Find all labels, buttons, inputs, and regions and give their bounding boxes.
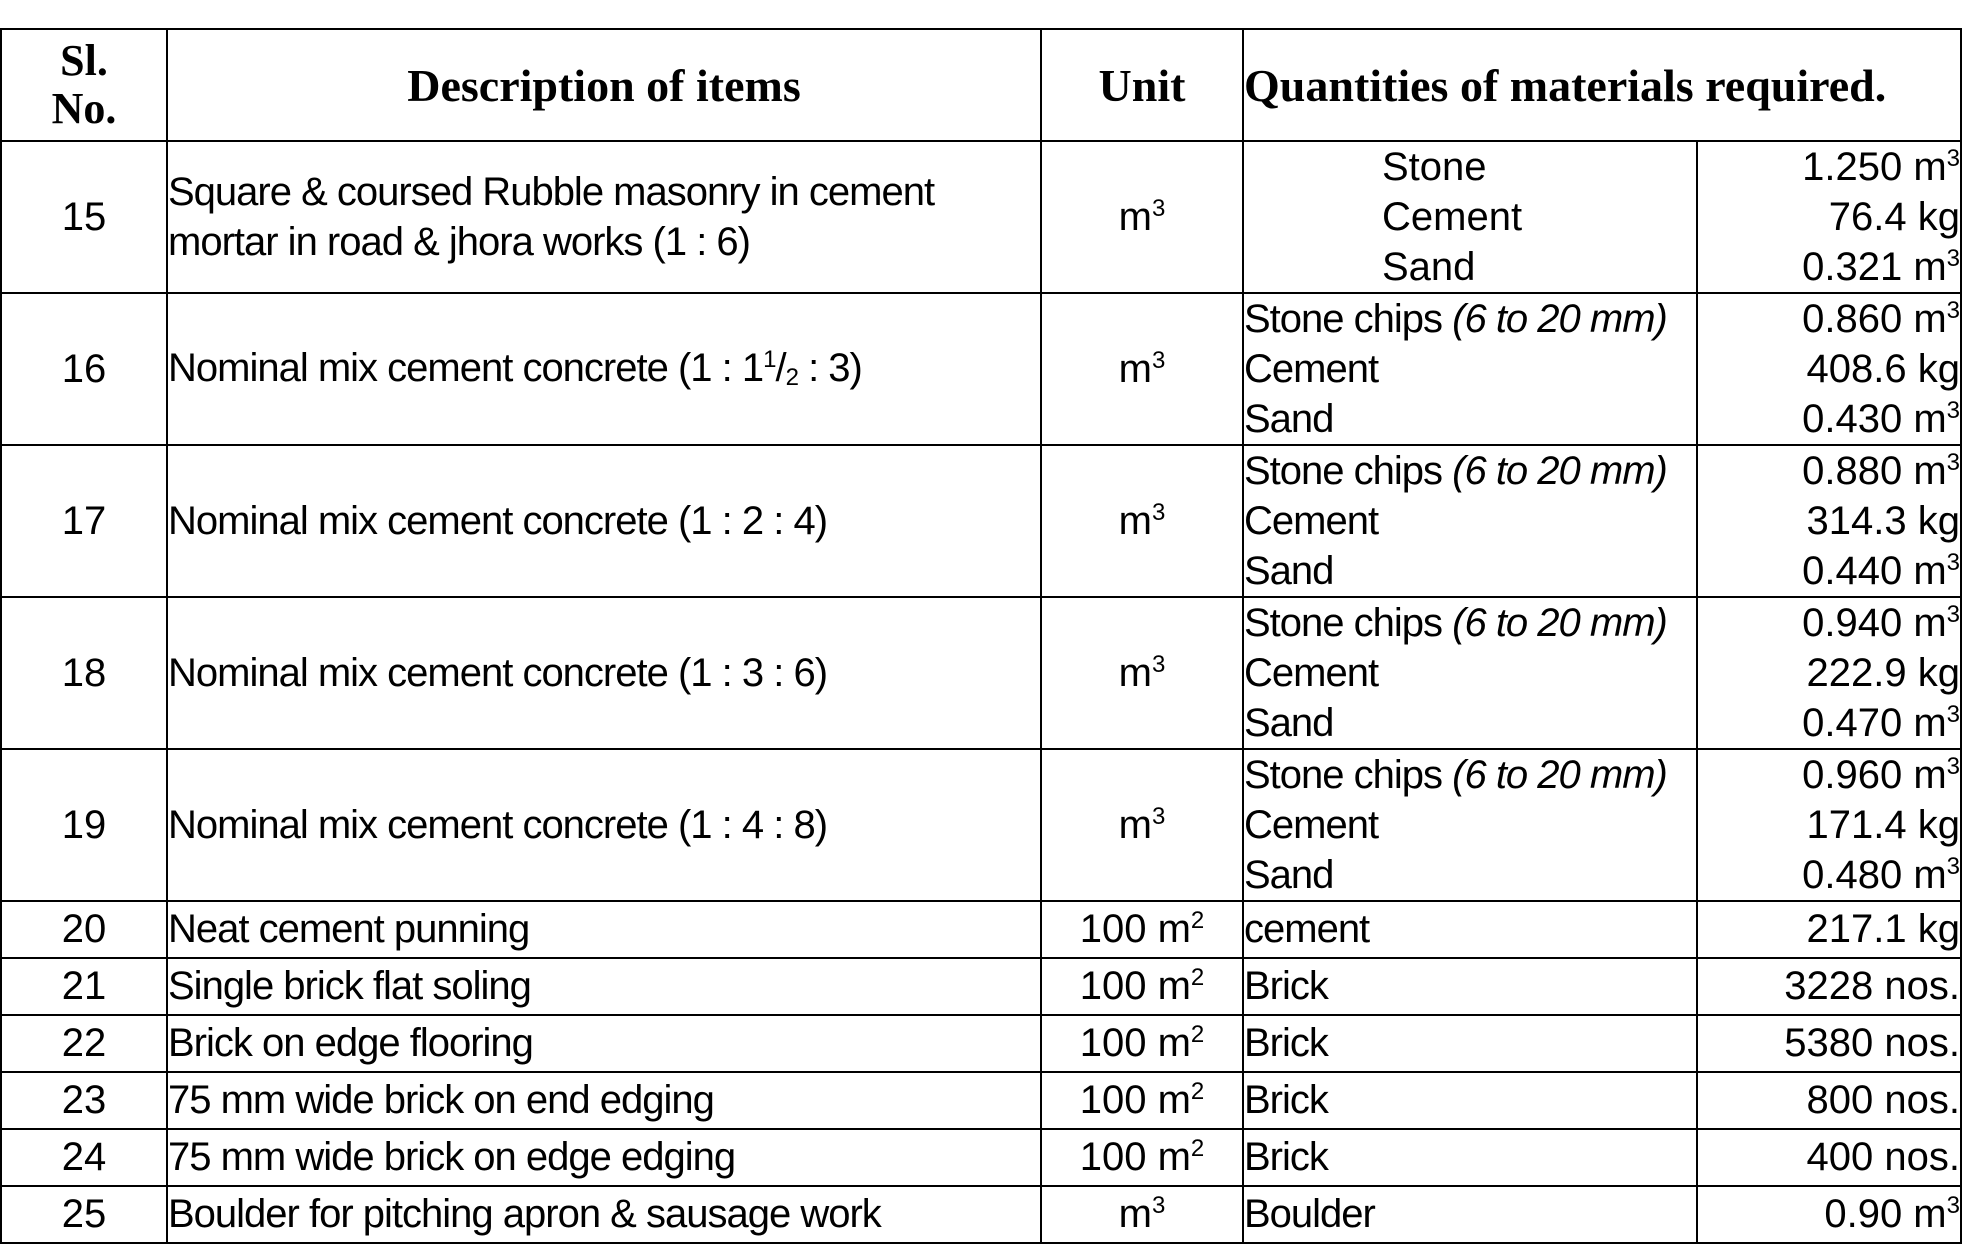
unit: $m^3$ [1041,141,1243,293]
material-name: Sand [1244,549,1334,593]
material-quantity: 408.6 kg [1806,347,1960,391]
unit: 100 $m^2$ [1041,958,1243,1015]
material-quantities [1697,749,1961,901]
material-name: Cement [1244,803,1379,847]
material-name: Stone chips (6 to 20 mm) [1244,449,1667,493]
material-quantities [1697,597,1961,749]
unit: 100 $m^2$ [1041,1072,1243,1129]
material-name: Brick [1243,1129,1697,1186]
table-row [1,141,1961,293]
item-description: 75 mm wide brick on edge edging [167,1129,1041,1186]
item-description: Neat cement punning [167,901,1041,958]
material-name: Cement [1244,347,1379,391]
material-quantity: 0.860 $m^3$ [1802,297,1960,341]
sl-no: 16 [1,293,167,445]
material-names [1243,445,1697,597]
material-name: Sand [1244,701,1334,745]
sl-no: 21 [1,958,167,1015]
sl-no: 24 [1,1129,167,1186]
unit: $m^3$ [1041,445,1243,597]
material-quantity: 0.960 $m^3$ [1802,753,1960,797]
unit: $m^3$ [1041,293,1243,445]
material-name: Stone chips (6 to 20 mm) [1244,297,1667,341]
sl-no: 20 [1,901,167,958]
material-quantity: 314.3 kg [1806,499,1960,543]
material-names [1243,597,1697,749]
material-name: Brick [1243,1072,1697,1129]
material-name: Brick [1243,1015,1697,1072]
material-quantity: 0.430 $m^3$ [1802,397,1960,441]
table-row [1,597,1961,749]
materials-table [0,28,1962,1244]
unit: $m^3$ [1041,749,1243,901]
sl-no: 17 [1,445,167,597]
header-quantities: Quantities of materials required. [1243,29,1961,141]
material-quantity: 800 nos. [1697,1072,1961,1129]
material-names [1243,293,1697,445]
table-row [1,1015,1961,1072]
material-quantities [1697,445,1961,597]
material-name: Brick [1243,958,1697,1015]
item-description: Boulder for pitching apron & sausage work [167,1186,1041,1243]
material-quantity: 76.4 kg [1828,195,1960,239]
item-description: Nominal mix cement concrete (1 : 3 : 6) [167,597,1041,749]
material-name: cement [1243,901,1697,958]
material-name: Stone [1382,145,1487,189]
unit: $m^3$ [1041,597,1243,749]
header-description: Description of items [167,29,1041,141]
sl-no: 18 [1,597,167,749]
table-row [1,1186,1961,1243]
table-row [1,749,1961,901]
material-name: Sand [1244,853,1334,897]
material-name: Stone chips (6 to 20 mm) [1244,753,1667,797]
material-quantity: 171.4 kg [1806,803,1960,847]
material-names [1243,141,1697,293]
material-name: Cement [1244,651,1379,695]
material-quantity: 400 nos. [1697,1129,1961,1186]
unit: 100 $m^2$ [1041,1015,1243,1072]
material-name: Stone chips (6 to 20 mm) [1244,601,1667,645]
material-quantity: 0.940 $m^3$ [1802,601,1960,645]
header-sl-no: Sl. No. [1,29,167,141]
table-row [1,901,1961,958]
sl-no: 19 [1,749,167,901]
material-quantity: 3228 nos. [1697,958,1961,1015]
material-name: Sand [1244,397,1334,441]
table-row [1,1072,1961,1129]
material-quantity: 222.9 kg [1806,651,1960,695]
material-quantity: 0.880 $m^3$ [1802,449,1960,493]
material-name: Cement [1382,195,1523,239]
material-quantity: 217.1 kg [1697,901,1961,958]
sl-no: 15 [1,141,167,293]
material-quantity: 5380 nos. [1697,1015,1961,1072]
item-description: 75 mm wide brick on end edging [167,1072,1041,1129]
sl-no: 23 [1,1072,167,1129]
item-description: Square & coursed Rubble masonry in cement mortar in road & jhora works (1 : 6) [167,141,1041,293]
material-quantities [1697,293,1961,445]
material-quantities [1697,141,1961,293]
material-name: Sand [1382,245,1476,289]
item-description: Nominal mix cement concrete (1 : 4 : 8) [167,749,1041,901]
table-row [1,445,1961,597]
unit: 100 $m^2$ [1041,901,1243,958]
material-name: Boulder [1243,1186,1697,1243]
unit: $m^3$ [1041,1186,1243,1243]
item-description: Brick on edge flooring [167,1015,1041,1072]
table-row [1,293,1961,445]
table-row [1,958,1961,1015]
item-description: Single brick flat soling [167,958,1041,1015]
header-unit: Unit [1041,29,1243,141]
material-names [1243,749,1697,901]
sl-no: 25 [1,1186,167,1243]
item-description: Nominal mix cement concrete (1 : 2 : 4) [167,445,1041,597]
material-quantity: 0.90 $m^3$ [1697,1186,1961,1243]
table-row [1,1129,1961,1186]
item-description: Nominal mix cement concrete (1 : $1^1/2$ : 3) [167,293,1041,445]
sl-no: 22 [1,1015,167,1072]
material-quantity: 0.440 $m^3$ [1802,549,1960,593]
header-row [1,29,1961,141]
material-quantity: 0.480 $m^3$ [1802,853,1960,897]
material-quantity: 0.321 $m^3$ [1802,245,1960,289]
unit: 100 $m^2$ [1041,1129,1243,1186]
material-quantity: 1.250 $m^3$ [1802,145,1960,189]
material-name: Cement [1244,499,1379,543]
material-quantity: 0.470 $m^3$ [1802,701,1960,745]
